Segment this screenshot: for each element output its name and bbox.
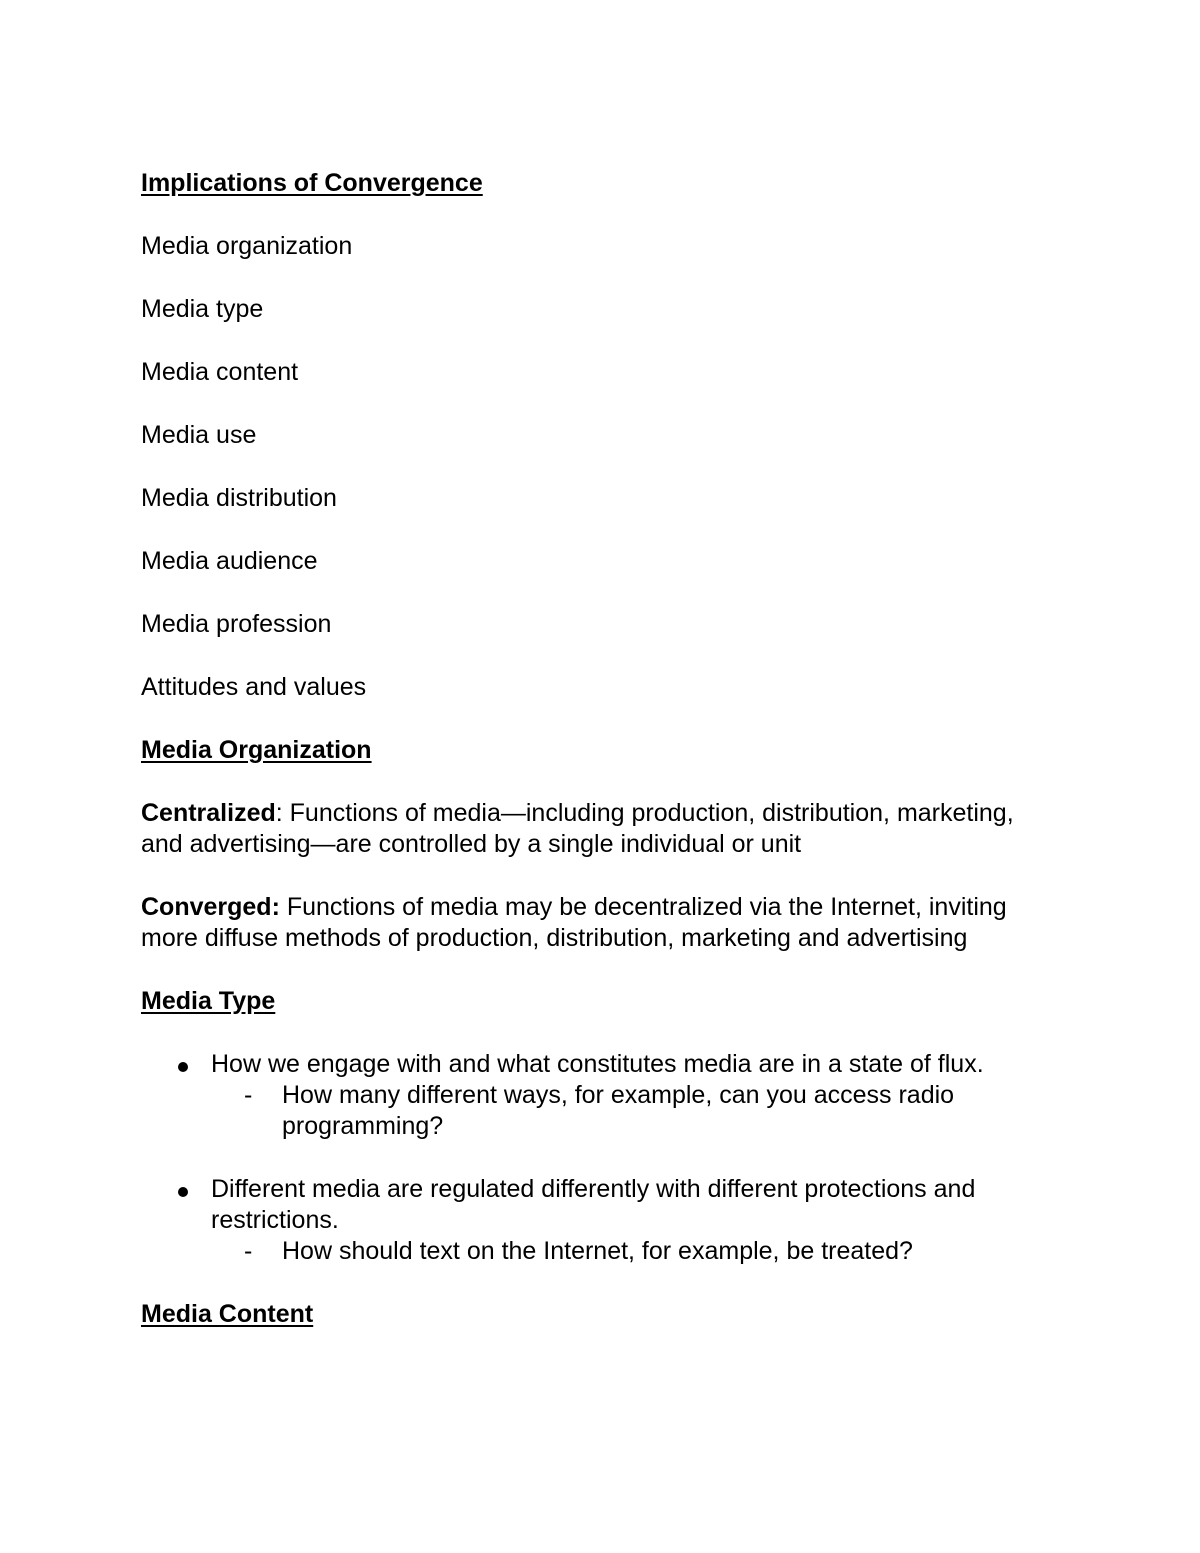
- sub-item: [211, 1080, 1061, 1142]
- section-heading-media-type: Media Type: [141, 987, 276, 1015]
- centralized-paragraph: [141, 798, 1061, 860]
- converged-paragraph: [141, 892, 1061, 954]
- converged-text: Functions of media may be decentralized via the Internet, inviting more diffuse methods of production, distribution, marketing and advertising: [141, 893, 1007, 952]
- bullet-list: [141, 1049, 1061, 1267]
- bullet-text: Different media are regulated differently with different protections and restrictions.: [211, 1175, 976, 1234]
- bullet-text: How we engage with and what constitutes media are in a state of flux.: [211, 1050, 984, 1078]
- list-item: Media profession: [141, 610, 332, 638]
- sub-item-text: How many different ways, for example, can you access radio programming?: [282, 1081, 955, 1140]
- dash-icon: -: [244, 1081, 253, 1109]
- centralized-colon: :: [275, 799, 283, 827]
- sub-list: [211, 1080, 1061, 1142]
- centralized-text: Functions of media—including production, distribution, marketing, and advertising—are controlled by a single individual or unit: [141, 799, 1014, 858]
- document-title: Implications of Convergence: [141, 169, 483, 197]
- list-item: Media audience: [141, 547, 318, 575]
- bullet-item: [141, 1049, 1061, 1142]
- section-heading-media-content: Media Content: [141, 1300, 314, 1328]
- list-item: Media use: [141, 421, 257, 449]
- list-item: Attitudes and values: [141, 673, 367, 701]
- list-item: Media type: [141, 295, 264, 323]
- sub-item: [211, 1236, 1061, 1267]
- bullet-icon: [178, 1062, 188, 1072]
- centralized-term: Centralized: [141, 799, 276, 827]
- sub-item-text: How should text on the Internet, for example, be treated?: [282, 1237, 913, 1265]
- bullet-icon: [178, 1187, 188, 1197]
- sub-list: [211, 1236, 1061, 1267]
- section-heading-media-organization: Media Organization: [141, 736, 372, 764]
- bullet-item: [141, 1174, 1061, 1267]
- converged-term: Converged:: [141, 893, 280, 921]
- document-page: [141, 168, 1061, 1330]
- list-item: Media content: [141, 358, 299, 386]
- list-item: Media distribution: [141, 484, 337, 512]
- list-item: Media organization: [141, 232, 353, 260]
- dash-icon: -: [244, 1237, 253, 1265]
